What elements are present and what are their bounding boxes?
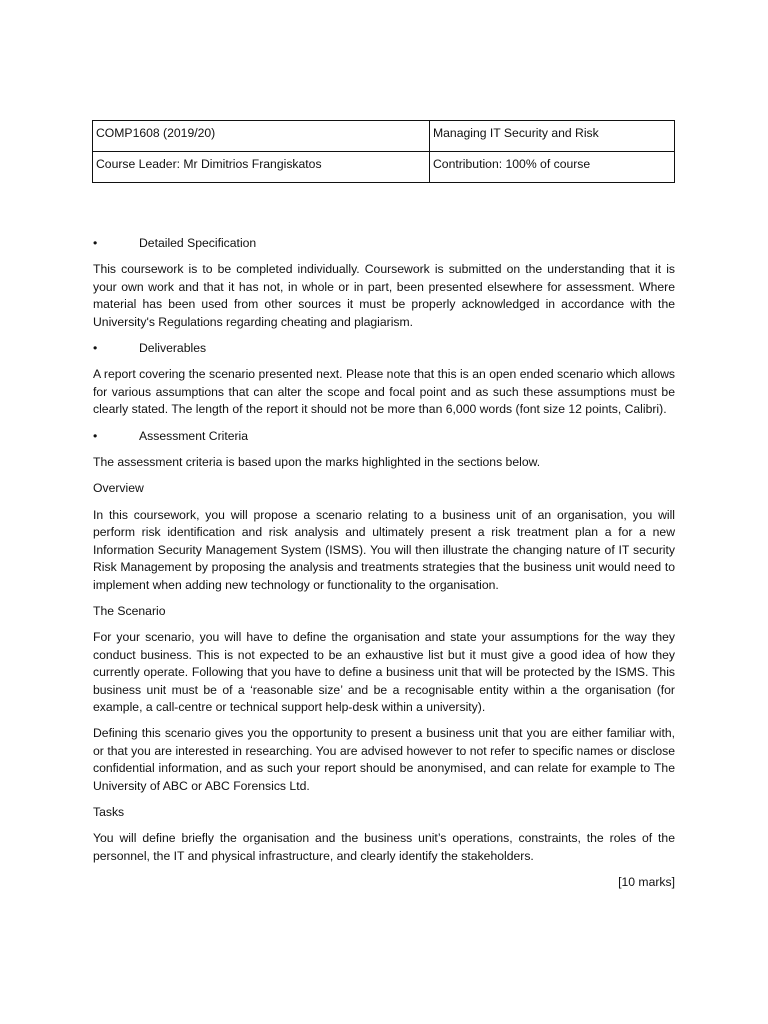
course-code-cell: COMP1608 (2019/20) <box>93 121 430 152</box>
scenario-paragraph-1: For your scenario, you will have to define the organisation and state your assumptions for the way they conduct business. This is not expected to be an exhaustive list but it must give a good idea of how they currently operate. Following that you have to define a business unit that will be protected by the ISMS. This business unit must be of a ‘reasonable size’ and be a recognisable entity within a the organisation (for example, a call-centre or technical support help-desk within a university). <box>93 630 675 714</box>
bullet-heading-deliverables <box>93 340 675 357</box>
table-row <box>93 121 675 152</box>
table-row <box>93 152 675 183</box>
course-title-cell: Managing IT Security and Risk <box>430 121 675 152</box>
overview-heading: Overview <box>93 481 144 496</box>
scenario-paragraph-2: Defining this scenario gives you the opportunity to present a business unit that you are either familiar with, or that you are interested in researching. You are advised however to not refer to specific names or disclose confidential information, and as such your report should be anonymised, and can relate for example to The University of ABC or ABC Forensics Ltd. <box>93 726 675 793</box>
section-heading: Assessment Criteria <box>139 428 249 443</box>
scenario-heading: The Scenario <box>93 603 166 618</box>
contribution-cell: Contribution: 100% of course <box>430 152 675 183</box>
bullet-heading-detailed-specification <box>93 235 675 252</box>
course-leader-cell: Course Leader: Mr Dimitrios Frangiskatos <box>93 152 430 183</box>
deliverables-paragraph: A report covering the scenario presented next. Please note that this is an open ended scenario which allows for various assumptions that can alter the scope and focal point and as such these assumptions must be clearly stated. The length of the report it should not be more than 6,000 words (font size 12 points, Calibri). <box>93 367 675 417</box>
bullet-glyph: • <box>93 341 98 356</box>
bullet-glyph: • <box>93 236 98 250</box>
assessment-paragraph: The assessment criteria is based upon the marks highlighted in the sections below. <box>93 455 541 470</box>
tasks-heading: Tasks <box>93 804 125 819</box>
overview-paragraph: In this coursework, you will propose a scenario relating to a business unit of an organisation, you will perform risk identification and risk analysis and ultimately present a risk treatment plan a for a new Information Security Management System (ISMS). You will then illustrate the changing nature of IT security Risk Management by proposing the analysis and treatments strategies that the business unit would need to implement when adding new technology or functionality to the organisation. <box>93 507 675 592</box>
tasks-paragraph: You will define briefly the organisation and the business unit’s operations, constraints, the roles of the personnel, the IT and physical infrastructure, and clearly identify the stakeholders. <box>93 831 675 863</box>
tasks-marks: [10 marks] <box>618 875 675 890</box>
document-body <box>93 235 675 892</box>
bullet-glyph: • <box>93 428 98 443</box>
bullet-heading-assessment-criteria <box>93 428 675 445</box>
section-heading: Deliverables <box>139 341 207 356</box>
detailed-spec-paragraph: This coursework is to be completed individually. Coursework is submitted on the understanding that it is your own work and that it has not, in whole or in part, been presented elsewhere for assessment. Where material has been used from other sources it must be properly acknowledged in accordance with the University's Regulations regarding cheating and plagiarism. <box>93 262 675 329</box>
section-heading: Detailed Specification <box>139 236 257 250</box>
course-info-table <box>92 120 675 183</box>
